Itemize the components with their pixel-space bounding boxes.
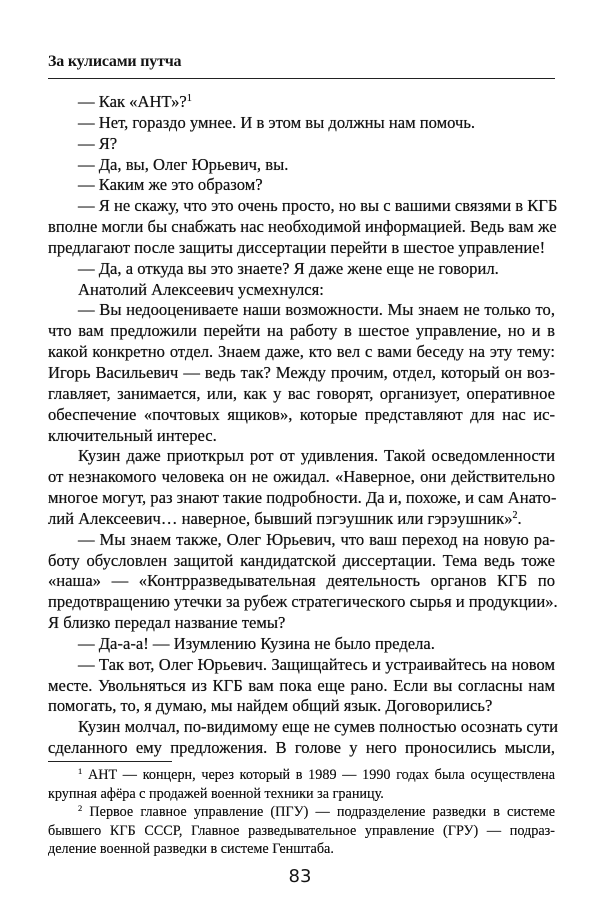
footnote-line (48, 785, 555, 804)
text-line (48, 259, 555, 280)
line-tail: . (517, 508, 522, 528)
line-text: — Да-а-а! — Изумлению Кузина не было предела. (78, 633, 435, 653)
line-text: что вам предложили перейти на работу в шестое управление, но и в (48, 321, 555, 341)
text-line (48, 321, 555, 342)
text-line (48, 196, 558, 217)
text-line (48, 300, 555, 321)
body-text (48, 92, 559, 759)
text-line (48, 655, 555, 676)
text-line (48, 488, 555, 509)
line-text: «наша» — «Контрразведывательная деятельность органов КГБ по (48, 571, 555, 591)
line-text: помогать, то, я думаю, мы найдем общий язык. Договорились? (48, 696, 493, 716)
line-text: бывшего КГБ СССР, Главное разведывательное управление (ГРУ) — подраз- (48, 822, 555, 839)
text-line (48, 384, 555, 405)
line-text: главляет, занимается, или, как у вас говорят, организует, оперативное (48, 383, 555, 403)
footnote-line (48, 766, 555, 785)
line-text: Анатолий Алексеевич усмехнулся: (78, 279, 324, 299)
line-text: какой конкретно отдел. Знаем даже, кто вел с вами беседу на эту тему: (48, 342, 555, 362)
page-number: 83 (288, 866, 312, 887)
text-line (48, 446, 555, 467)
text-line (48, 509, 555, 530)
text-line (48, 280, 555, 301)
text-line (48, 738, 555, 759)
text-line (48, 238, 555, 259)
line-text: Первое главное управление (ПГУ) — подразделение разведки в системе (82, 804, 555, 821)
text-line (48, 426, 555, 447)
text-line (48, 530, 555, 551)
line-text: — Я? (78, 133, 118, 153)
line-text: Кузин молчал, по-видимому еще не сумев полностью осознать сути (78, 717, 559, 737)
text-line (48, 696, 555, 717)
text-line (48, 551, 555, 572)
text-line (48, 217, 555, 238)
line-text: — Нет, гораздо умнее. И в этом вы должны нам помочь. (78, 112, 476, 132)
line-text: Игорь Васильевич — ведь так? Между прочим, отдел, который он воз- (48, 362, 555, 382)
line-text: Я близко передал название темы? (48, 613, 286, 633)
text-line (48, 613, 555, 634)
line-text: вполне могли бы снабжать нас необходимой информацией. Ведь вам же (48, 217, 557, 237)
line-text: — Я не скажу, что это очень просто, но вы с вашими связями в КГБ (78, 196, 558, 216)
line-text: месте. Увольняться из КГБ вам пока еще рано. Если вы согласны нам (48, 675, 555, 695)
text-line (48, 592, 558, 613)
line-text: — Мы знаем также, Олег Юрьевич, что ваш переход на новую ра- (78, 529, 555, 549)
footnote-reference: 2 (512, 509, 518, 521)
footnote-reference: 1 (186, 93, 192, 105)
footnotes (48, 766, 555, 859)
text-line (48, 571, 555, 592)
line-text: Кузин даже приоткрыл рот от удивления. Такой осведомленности (78, 446, 555, 466)
line-text: — Каким же это образом? (78, 175, 263, 195)
line-text: — Да, вы, Олег Юрьевич, вы. (78, 154, 289, 174)
text-line (48, 363, 555, 384)
line-text: — Да, а откуда вы это знаете? Я даже жене еще не говорил. (78, 258, 499, 278)
line-text: предлагают после защиты диссертации перейти в шестое управление! (48, 237, 546, 257)
line-text: боту обусловлен защитой кандидатской диссертации. Тема ведь тоже (48, 550, 555, 570)
text-line (48, 92, 555, 113)
text-line (48, 405, 555, 426)
line-text: — Вы недооцениваете наши возможности. Мы знаем не только то, (78, 300, 555, 320)
text-line (48, 634, 555, 655)
line-text: лий Алексеевич… наверное, бывший пэгэушник или гэрэушник» (48, 508, 513, 528)
footnote-line (48, 803, 555, 822)
line-text: АНТ — концерн, через который в 1989 — 1990 годах была осуществлена (82, 767, 555, 783)
footnote-marker: 2 (78, 803, 83, 814)
running-title: За кулисами путча (48, 53, 182, 70)
footnote-rule (48, 761, 172, 762)
text-line (48, 676, 555, 697)
line-text: от незнакомого человека он не ожидал. «Наверное, они действительно (48, 467, 555, 487)
line-text: обеспечение «почтовых ящиков», которые представляют для нас ис- (48, 404, 555, 424)
line-text: крупная афёра с продажей военной техники за границу. (48, 785, 384, 802)
text-line (48, 717, 559, 738)
line-text: — Как «АНТ»? (78, 92, 187, 111)
footnote-line (48, 822, 555, 841)
text-line (48, 155, 555, 176)
text-line (48, 342, 555, 363)
footnote-line (48, 840, 555, 859)
text-line (48, 467, 555, 488)
header-rule (48, 78, 555, 79)
line-text: деление военной разведки в системе Генштаба. (48, 841, 334, 858)
line-text: — Так вот, Олег Юрьевич. Защищайтесь и устраивайтесь на новом (78, 654, 555, 674)
text-line (48, 113, 555, 134)
line-text: сделанного ему предложения. В голове у него проносились мысли, (48, 738, 555, 758)
line-text: многое могут, раз знают такие подробности. Да и, похоже, и сам Анато- (48, 488, 557, 508)
line-text: предотвращению утечки за рубеж стратегического сырья и продукции». (48, 592, 558, 612)
footnote-marker: 1 (78, 765, 83, 776)
line-text: ключительный интерес. (48, 425, 217, 445)
text-line (48, 134, 555, 155)
text-line (48, 175, 555, 196)
